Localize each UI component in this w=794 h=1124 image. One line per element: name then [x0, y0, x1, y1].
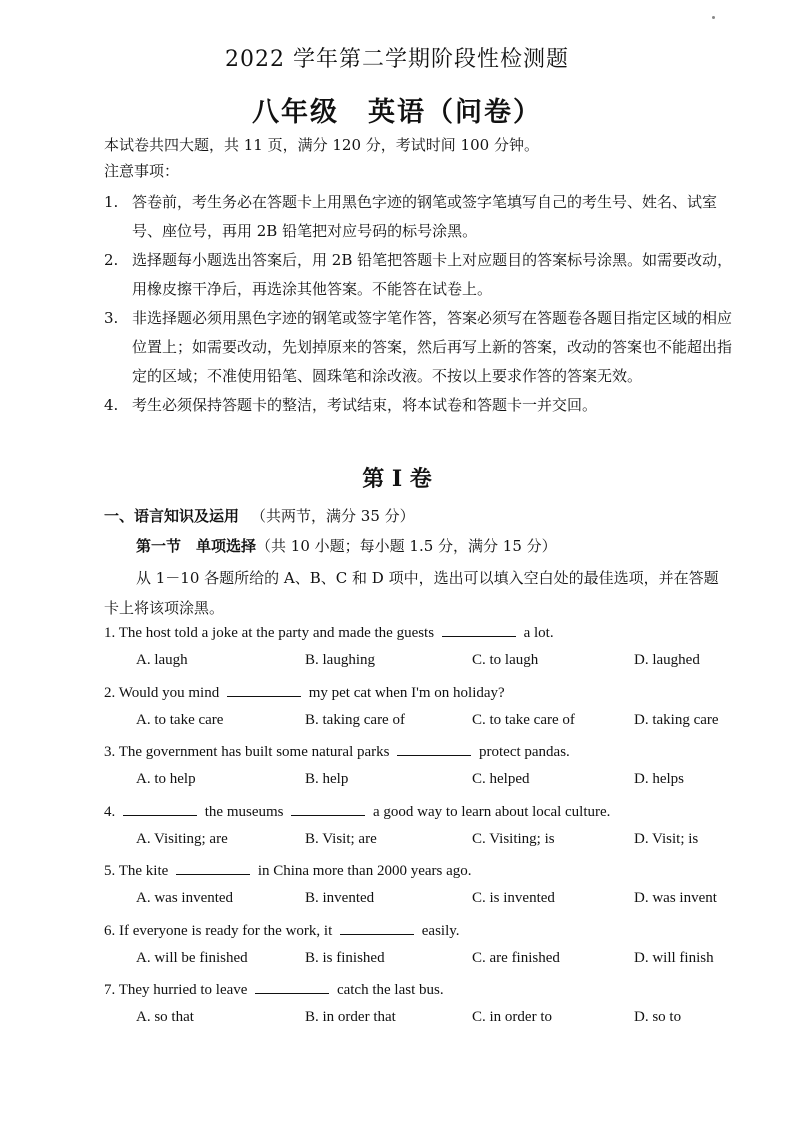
answer-blank [176, 860, 250, 875]
subsection-title: 第一节 单项选择 [136, 537, 257, 555]
subsection-heading [136, 535, 557, 556]
answer-option: D. helps [634, 771, 684, 787]
subsection-score: （共 10 小题；每小题 1.5 分，满分 15 分） [256, 537, 557, 555]
answer-option: A. will be finished [136, 949, 248, 966]
question-number: 7. [104, 982, 119, 998]
answer-option: B. taking care of [305, 711, 405, 728]
note-item [104, 246, 734, 304]
note-item [104, 188, 734, 246]
answer-option: B. invented [305, 890, 375, 906]
answer-option: A. was invented [136, 890, 234, 906]
answer-option: A. laugh [136, 652, 188, 668]
answer-option: D. so to [634, 1009, 682, 1025]
answer-option: D. will finish [634, 949, 714, 966]
answer-option: D. laughed [634, 652, 700, 668]
question-stem [104, 860, 472, 880]
note-text: 答卷前，考生务必在答题卡上用黑色字迹的钢笔或签字笔填写自己的考生号、姓名、试室号、座位号，再用 2B 铅笔把对应号码的标号涂黑。 [132, 193, 718, 240]
question-number: 4. [104, 803, 119, 820]
exam-intro: 本试卷共四大题，共 11 页，满分 120 分，考试时间 100 分钟。 [104, 136, 539, 154]
answer-option: B. help [305, 771, 349, 787]
note-number: 2. [104, 251, 119, 269]
answer-option: C. is invented [472, 890, 555, 906]
question-number: 3. [104, 744, 119, 760]
question-stem [104, 801, 610, 821]
question-text: The kite [118, 863, 173, 879]
answer-option: C. to take care of [472, 711, 575, 728]
answer-option: B. in order that [305, 1009, 396, 1025]
question-text: They hurried to leave [118, 982, 252, 998]
answer-blank [227, 682, 301, 697]
question-text: The host told a joke at the party and made the guests [118, 625, 438, 641]
note-item [104, 391, 734, 420]
part-title: 一、语言知识及运用 [104, 507, 240, 525]
question-text: the museums [201, 803, 288, 820]
answer-option: D. was invent [634, 890, 717, 906]
answer-option: A. to help [136, 771, 196, 787]
question-text: a good way to learn about local culture. [369, 803, 611, 820]
question-stem [104, 682, 505, 702]
note-text: 考生必须保持答题卡的整洁，考试结束，将本试卷和答题卡一并交回。 [132, 396, 598, 414]
answer-option: B. laughing [305, 652, 375, 668]
question-text: protect pandas. [475, 744, 570, 760]
exam-title: 2022 学年第二学期阶段性检测题 [225, 47, 569, 72]
note-item [104, 304, 734, 391]
answer-option: B. Visit; are [305, 830, 377, 847]
answer-blank [397, 741, 471, 756]
answer-blank [442, 622, 516, 637]
question-text: in China more than 2000 years ago. [254, 863, 472, 879]
answer-option: C. in order to [472, 1009, 552, 1025]
answer-option: A. Visiting; are [136, 830, 228, 847]
exam-subtitle: 八年级 英语（问卷） [252, 97, 542, 128]
part-score: （共两节，满分 35 分） [251, 507, 415, 525]
question-stem [104, 979, 444, 999]
answer-blank [291, 801, 365, 816]
answer-option: D. taking care [634, 711, 719, 728]
note-number: 1. [104, 193, 119, 211]
question-text: a lot. [519, 625, 554, 641]
note-text: 非选择题必须用黑色字迹的钢笔或签字笔作答，答案必须写在答题卷各题目指定区域的相应位置上；如需要改动，先划掉原来的答案，然后再写上新的答案，改动的答案也不能超出指定的区域；不准使用铅笔、圆珠笔和涂改液。不按以上要求作答的答案无效。 [132, 309, 733, 385]
question-text: The government has built some natural parks [118, 744, 394, 760]
answer-blank [123, 801, 197, 816]
answer-option: C. are finished [472, 949, 560, 966]
question-number: 5. [104, 863, 119, 879]
note-number: 4. [104, 396, 119, 414]
section-title: 第 I 卷 [362, 466, 432, 492]
note-text: 选择题每小题选出答案后，用 2B 铅笔把答题卡上对应题目的答案标号涂黑。如需要改动，用橡皮擦干净后，再选涂其他答案。不能答在试卷上。 [132, 251, 733, 298]
question-number: 2. [104, 684, 119, 701]
answer-blank [340, 920, 414, 935]
question-text: Would you mind [118, 684, 223, 701]
question-text: catch the last bus. [333, 982, 444, 998]
question-text: If everyone is ready for the work, it [119, 922, 337, 939]
question-stem [104, 741, 570, 761]
notes-label: 注意事项： [104, 162, 180, 180]
section-instruction: 从 1－10 各题所给的 A、B、C 和 D 项中，选出可以填入空白处的最佳选项，并在答题卡上将该项涂黑。 [104, 569, 719, 617]
scan-speck [712, 16, 715, 19]
answer-option: C. helped [472, 771, 530, 787]
part-heading [104, 505, 415, 526]
question-stem [104, 622, 554, 642]
question-stem [104, 920, 460, 940]
note-number: 3. [104, 309, 119, 327]
answer-option: A. so that [136, 1009, 194, 1025]
question-text: my pet cat when I'm on holiday? [304, 684, 505, 701]
answer-option: D. Visit; is [634, 830, 699, 847]
question-text: easily. [418, 922, 460, 939]
answer-option: B. is finished [305, 949, 385, 966]
answer-option: C. Visiting; is [472, 830, 555, 847]
question-number: 6. [104, 922, 119, 939]
question-number: 1. [104, 625, 119, 641]
answer-option: A. to take care [136, 711, 224, 728]
answer-option: C. to laugh [472, 652, 539, 668]
answer-blank [255, 979, 329, 994]
notes-list [104, 188, 734, 420]
